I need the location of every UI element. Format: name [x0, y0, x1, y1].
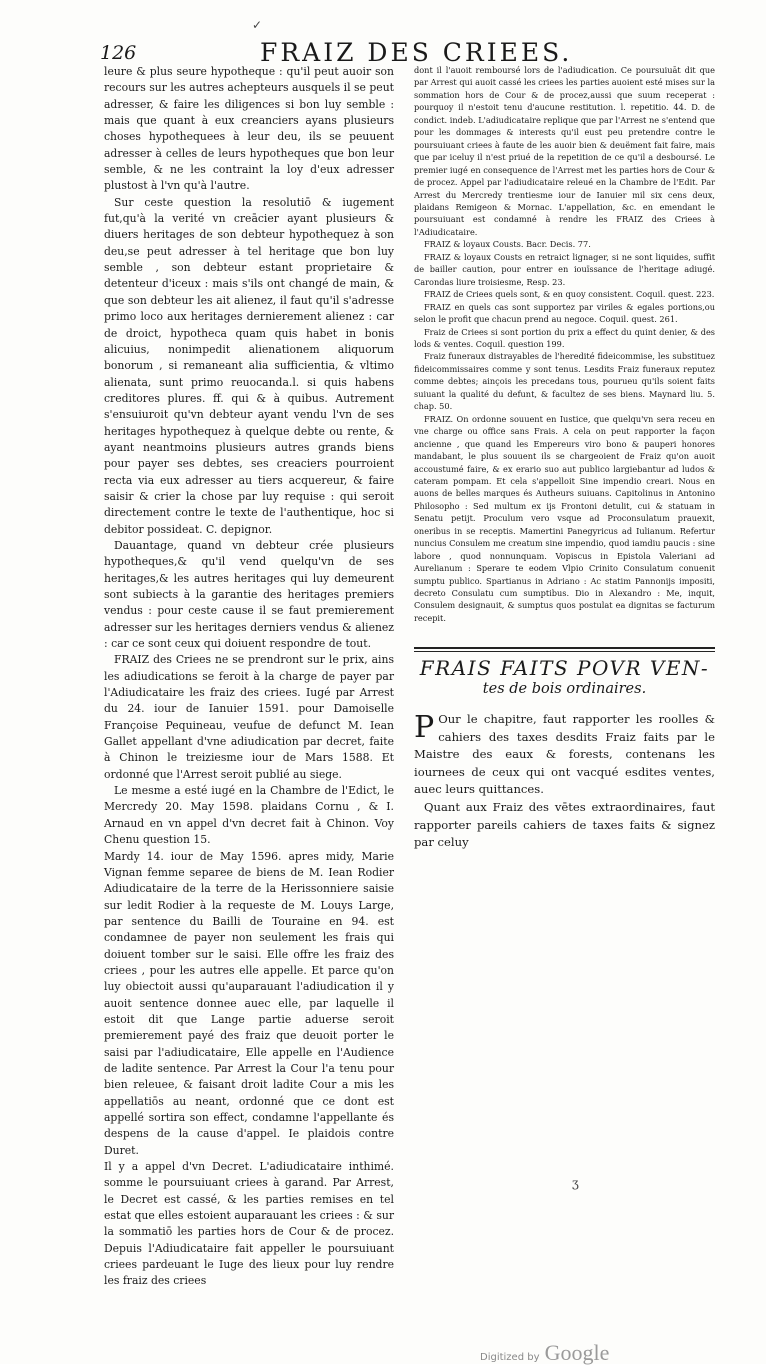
paragraph: dont il l'auoit remboursé lors de l'adiudication. Ce poursuiuāt dit que par Arrest qui auoit cassé les criees les parties auoient esté mises sur la sommation hors de Cour & de procez,aussi que suum receperat : pourquoy il n'estoit tenu d'aucune restitution. l. repetitio. 44. D. de condict. indeb. L'adiudicataire replique que par l'Arrest ne s'entend que pour les dommages & interests qu'il eust peu pretendre contre le poursuiuant criees à faute de les auoir bien & deuëment fait faire, mais que par iceluy il n'est priué de la repetition de ce qu'il a desboursé. Le premier iugé en consequence de l'Arrest met les parties hors de Cour & de procez. Appel par l'adiudicataire releué en la Chambre de l'Edit. Par Arrest du Mercredy trentiesme iour de Ianuier mil six cens deux, plaidans Remigeon & Mornac. L'appellation, &c. en emendant le poursuiuant est condamné à rendre les FRAIZ des Criees à l'Adiudicataire.	[414, 65, 715, 237]
paragraph: FRAIZ & loyaux Cousts en retraict lignager, si ne sont liquides, suffit de bailler caution, pour entrer en iouïssance de l'heritage adiugé. Carondas liure troisiesme, Resp. 23.	[414, 251, 715, 287]
digitized-label: Digitized by	[480, 1352, 540, 1363]
drop-cap: P	[414, 710, 435, 745]
section-title: FRAIS FAITS POVR VEN-	[419, 656, 710, 680]
page-number: 126	[100, 42, 137, 64]
paragraph: FRAIZ des Criees ne se prendront sur le prix, ains les adiudications se feroit à la charge de payer par l'Adiudicataire les fraiz des criees. Iugé par Arrest du 24. iour de Ianuier 1591. pour Damoiselle Françoise Pequineau, veufue de defunct M. Iean Gallet appellant d'vne adiudication par decret, faite à Chinon le treiziesme iour de Mars 1588. Et ordonné que l'Arrest seroit publié au siege.	[104, 653, 394, 781]
running-title: FRAIZ DES CRIEES.	[260, 38, 573, 67]
section-rule-thin	[414, 651, 715, 652]
section-subtitle: tes de bois ordinaires.	[482, 681, 647, 697]
paragraph: Sur ceste question la resolutiō & iugement fut,qu'à la verité vn creācier ayant plusieurs & diuers heritages de son debteur hypothequez à son deu,se peut adresser à tel heritage que bon luy semble , son debteur estant proprietaire & detenteur d'iceux : mais s'ils ont changé de main, & que son debteur les ait alienez, il faut qu'il s'adresse primo loco aux heritages dernierement alienez : car de droict, hypotheca quam quis habet in bonis alicuius, nonimpedit alienationem aliquorum bonorum , si remaneant alia sufficientia, & vltimo alienata, sunt primo reuocanda.l. si quis habens creditores plures. ff. qui & à quibus. Autrement s'ensuiuroit qu'vn debteur ayant vendu l'vn de ses heritages hypothequez à quelque debte ou rente, & ayant neantmoins plusieurs autres grands biens pour payer ses debtes, ses creaciers pourroient recta via eux adresser au tiers acquereur, & faire saisir & crier la chose par luy requise : qui seroit directement contre le texte de l'authentique, hoc si debitor possideat. C. depignor.	[104, 195, 394, 536]
right-column	[414, 64, 715, 624]
paragraph: Fraiz de Criees si sont portion du prix a effect du quint denier, & des lods & ventes. Coquil. question 199.	[414, 326, 715, 349]
paragraph: Mardy 14. iour de May 1596. apres midy, Marie Vignan femme separee de biens de M. Iean Rodier Adiudicataire de la terre de la Herissonniere saisie sur ledit Rodier à la requeste de M. Louys Large, par sentence du Bailli de Touraine en 94. est condamnee de payer non seulement les frais qui doiuent tomber sur le saisi. Elle offre les fraiz des criees , pour les autres elle appelle. Et parce qu'on luy obiectoit aussi qu'auparauant l'adiudication il y auoit sentence donnee auec elle, par laquelle il estoit dit que Lange partie aduerse seroit premierement payé des fraiz que deuoit porter le saisi par l'adiudicataire, Elle appelle en l'Audience de ladite sentence. Par Arrest la Cour l'a tenu pour bien releuee, & faisant droit ladite Cour a mis les appellatiōs au neant, ordonné que ce dont est appellé sortira son effect, condamne l'appellante és despens de la cause d'appel. Ie plaidois contre Duret.	[104, 849, 394, 1157]
section-body	[414, 711, 715, 852]
section-paragraph-text: Our le chapitre, faut rapporter les roolles & cahiers des taxes desdits Fraiz faits par le Maistre des eaux & forests, contenans les iournees de ceux qui ont vacqué esdites ventes, auec leurs quittances.	[414, 712, 715, 797]
paragraph: Quant aux Fraiz des vētes extraordinaires, faut rapporter pareils cahiers de taxes faits & signez par celuy	[414, 799, 715, 850]
paragraph: Le mesme a esté iugé en la Chambre de l'Edict, le Mercredy 20. May 1598. plaidans Cornu , & I. Arnaud en vn appel d'vn decret fait à Chinon. Voy Chenu question 15.	[104, 784, 394, 847]
digitized-by-google-watermark	[480, 1340, 609, 1366]
section-rule	[414, 647, 715, 649]
paragraph: Il y a appel d'vn Decret. L'adiudicataire inthimé. somme le poursuiuant criees à garand. Par Arrest, le Decret est cassé, & les parties remises en tel estat que elles estoient auparauant les criees : & sur la sommatiō les parties hors de Cour & de procez. Depuis l'Adiudicataire fait appeller le poursuiuant criees pardeuant le Iuge des lieux pour luy rendre les fraiz des criees	[104, 1160, 394, 1288]
google-logo: Google	[544, 1340, 610, 1365]
ink-mark: ʒ	[572, 1176, 579, 1190]
paragraph	[414, 711, 715, 799]
paragraph: leure & plus seure hypotheque : qu'il peut auoir son recours sur les autres achepteurs ausquels il se peut adresser, & faire les diligences si bon luy semble : mais que quant à eux creanciers ayans plusieurs choses hypothequees à leur deu, ils se peuuent adresser à celles de leurs hypotheques que bon leur semble, & ne les contraint la loy d'eux adresser plustost à l'vn qu'à l'autre.	[104, 65, 394, 193]
paragraph: Fraiz funeraux distrayables de l'heredité fideicommise, les substituez fideicommissaires comme y sont tenus. Lesdits Fraiz funeraux reputez comme debtes; ainçois les precedans tous, pourueu qu'ils soient faits suiuant la qualité du defunt, & facultez de ses biens. Maynard liu. 5. chap. 50.	[414, 351, 715, 412]
left-column	[104, 64, 394, 1290]
paragraph: FRAIZ de Criees quels sont, & en quoy consistent. Coquil. quest. 223.	[424, 289, 715, 300]
ink-mark: ✓	[252, 18, 263, 32]
paragraph: FRAIZ. On ordonne souuent en Iustice, que quelqu'vn sera receu en vne charge ou office sans Frais. A cela on peut rapporter la façon ancienne , que quand les Empereurs viro bono & pauperi honores mandabant, le plus souuent ils se chargeoient de Fraiz qu'on auoit accoustumé faire, & ex erario suo aut publico largiebantur ad ludos & cateram pompam. Et cela s'appelloit Sine impendio creari. Nous en auons de belles marques és Autheurs suiuans. Capitolinus in Antonino Philosopho : Sed multum ex ijs Frontoni detulit, cui & statuam in Senatu petijt. Proculum vero vsque ad Proconsulatum prauexit, oneribus in se receptis. Mamertini Panegyricus ad Iulianum. Refertur nuncius Consulem me creatum sine impendio, quod iamdiu paucis : sine labore , quod nonnunquam. Vopiscus in Epistola Valeriani ad Aurelianum : Sperare te eodem Vlpio Crinito Consulatum conuenit sumptu publico. Spartianus in Adriano : Ac statim Pannonijs impositi, decreto Consulatu cum sumptibus. Dio in Alexandro : Me, inquit, Consulem designauit, & sumptus quos postulat ea dignitas se facturum recepit.	[414, 413, 715, 623]
paragraph: Dauantage, quand vn debteur crée plusieurs hypotheques,& qu'il vend quelqu'vn de ses heritages,& les autres heritages qui luy demeurent sont subiects à la garantie des heritages premiers vendus : pour ceste cause il se faut premierement adresser sur les heritages derniers vendus & alienez : car ce sont ceux qui doiuent respondre de tout.	[104, 538, 394, 651]
paragraph: FRAIZ & loyaux Cousts. Bacr. Decis. 77.	[424, 239, 591, 250]
paragraph: FRAIZ en quels cas sont supportez par viriles & egales portions,ou selon le profit que chacun prend au negoce. Coquil. quest. 261.	[414, 301, 715, 325]
